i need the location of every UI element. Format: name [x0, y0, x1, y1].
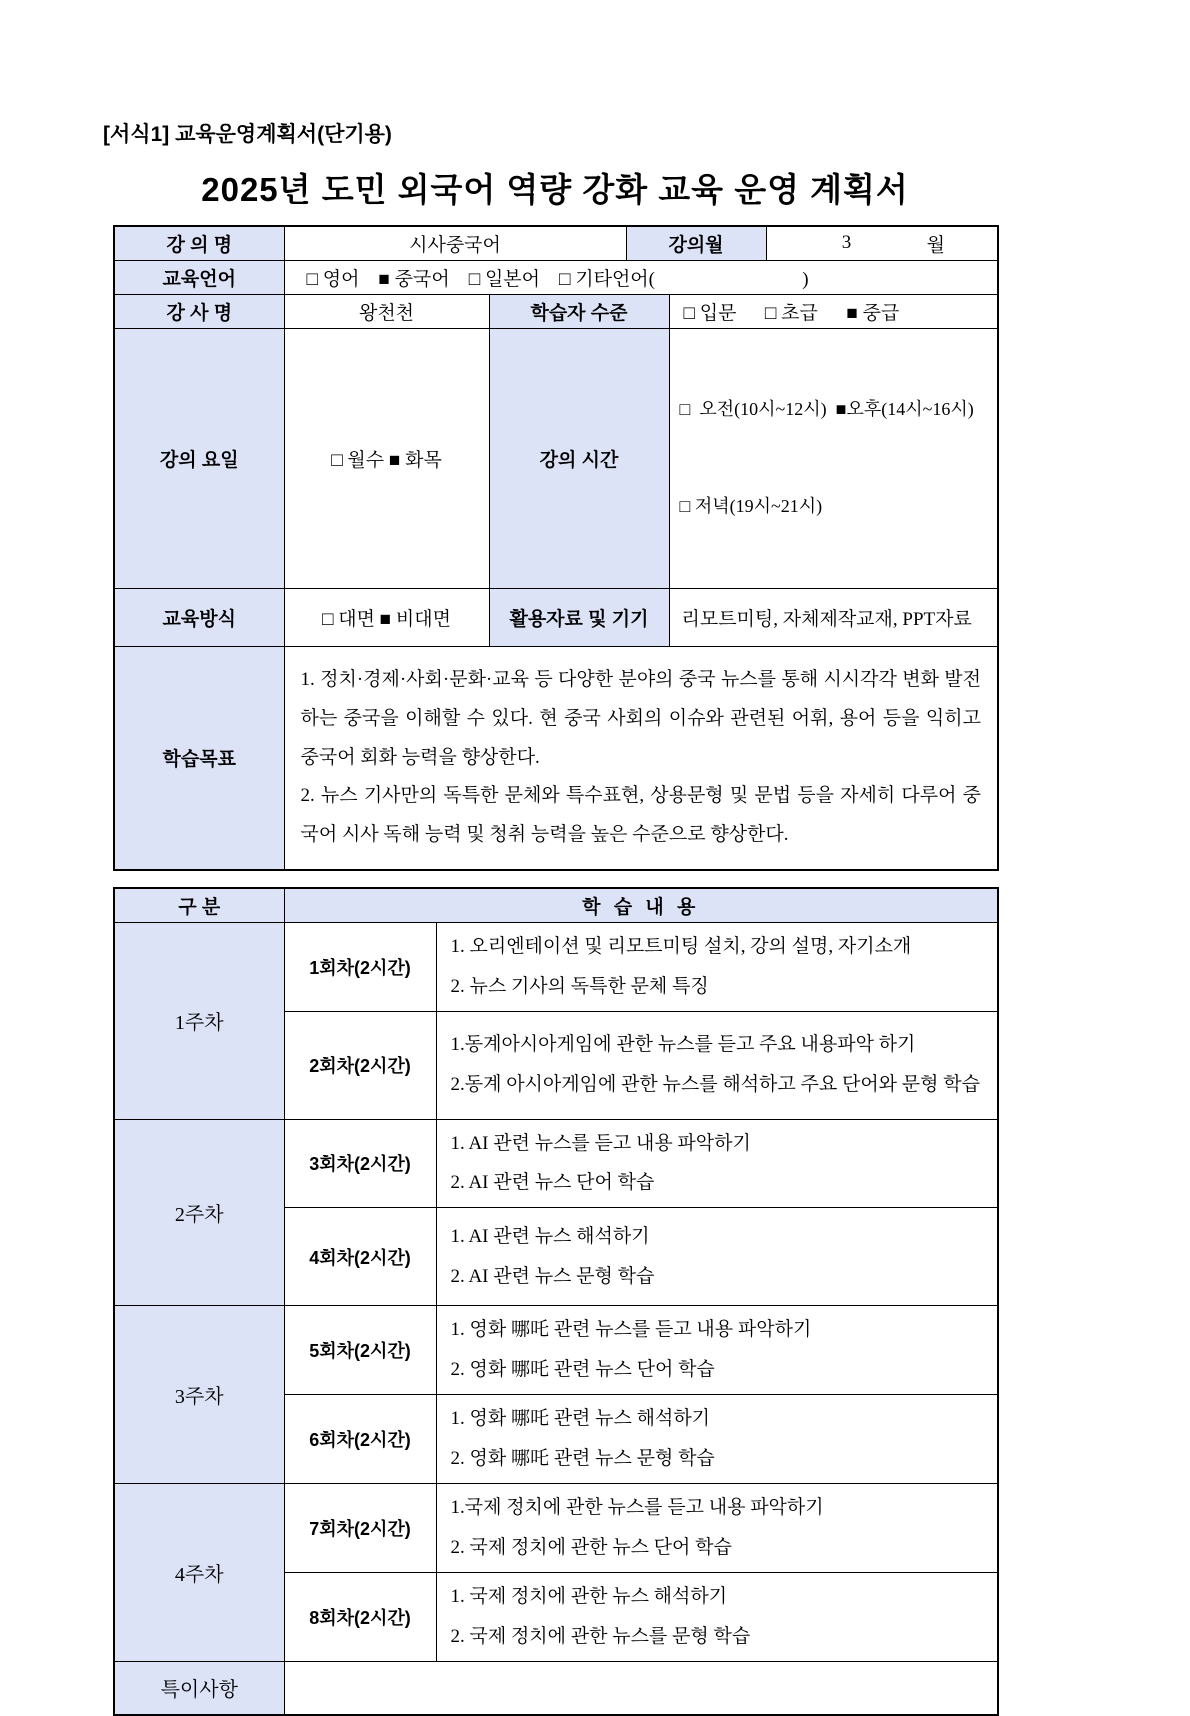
table-gap [113, 871, 997, 887]
course-name-label: 강 의 명 [114, 226, 284, 260]
session-6-line-1: 1. 영화 哪吒 관련 뉴스 해석하기 [450, 1408, 711, 1430]
session-3-line-2: 2. AI 관련 뉴스 단어 학습 [450, 1172, 655, 1194]
time-options [669, 328, 998, 588]
instructor-name: 왕천천 [284, 294, 489, 328]
course-month-cell [766, 226, 998, 260]
language-options: □ 영어 ■ 중국어 □ 일본어 □ 기타언어( ) [284, 260, 998, 294]
schedule-header-category: 구 분 [114, 888, 284, 922]
row-language [114, 260, 998, 294]
session-7-line-2: 2. 국제 정치에 관한 뉴스 단어 학습 [450, 1536, 732, 1558]
time-line-1: □ 오전(10시~12시) ■오후(14시~16시) [679, 399, 974, 420]
session-4-line-2: 2. AI 관련 뉴스 문형 학습 [450, 1265, 655, 1287]
row-method-materials [114, 588, 998, 646]
session-3-line-1: 1. AI 관련 뉴스를 듣고 내용 파악하기 [450, 1132, 751, 1154]
schedule-header-content: 학 습 내 용 [284, 888, 998, 922]
days-label: 강의 요일 [114, 328, 284, 588]
session-6-content [436, 1395, 998, 1484]
session-2-line-2: 2.동계 아시아게임에 관한 뉴스를 해석하고 주요 단어와 문형 학습 [450, 1074, 980, 1096]
session-7-content [436, 1483, 998, 1572]
session-6-line-2: 2. 영화 哪吒 관련 뉴스 문형 학습 [450, 1448, 715, 1470]
session-1-content [436, 922, 998, 1011]
session-8-title: 8회차(2시간) [284, 1572, 436, 1661]
goal-paragraph-1: 1. 정치·경제·사회·문화·교육 등 다양한 분야의 중국 뉴스를 통해 시시각각 변화 발전하는 중국을 이해할 수 있다. 현 중국 사회의 이슈와 관련된 어휘, 용어 등을 익히고 중국어 회화 능력을 향상한다. [300, 668, 981, 768]
week-4-label: 4주차 [114, 1483, 284, 1661]
instructor-label: 강 사 명 [114, 294, 284, 328]
table-row [114, 1119, 998, 1208]
language-label: 교육언어 [114, 260, 284, 294]
week-2-label: 2주차 [114, 1119, 284, 1306]
form-tag: [서식1] 교육운영계획서(단기용) [103, 123, 392, 146]
schedule-table [113, 887, 999, 1716]
session-6-title: 6회차(2시간) [284, 1395, 436, 1484]
session-8-content [436, 1572, 998, 1661]
row-course-name [114, 226, 998, 260]
goal-paragraph-2: 2. 뉴스 기사만의 독특한 문체와 특수표현, 상용문형 및 문법 등을 자세히 다루어 중국어 시사 독해 능력 및 청취 능력을 높은 수준으로 향상한다. [300, 785, 981, 846]
notes-value [284, 1661, 998, 1715]
row-notes [114, 1661, 998, 1715]
row-days-time [114, 328, 998, 588]
session-5-content [436, 1306, 998, 1395]
session-8-line-2: 2. 국제 정치에 관한 뉴스를 문형 학습 [450, 1625, 751, 1647]
time-line-2: □ 저녁(19시~21시) [679, 496, 823, 517]
session-8-line-1: 1. 국제 정치에 관한 뉴스 해석하기 [450, 1585, 728, 1607]
time-label: 강의 시간 [489, 328, 669, 588]
method-label: 교육방식 [114, 588, 284, 646]
course-month-unit: 월 [926, 234, 945, 256]
row-goals [114, 646, 998, 870]
session-5-title: 5회차(2시간) [284, 1306, 436, 1395]
document-page [103, 118, 997, 1716]
table-row [114, 1483, 998, 1572]
schedule-header-row [114, 888, 998, 922]
session-3-title: 3회차(2시간) [284, 1119, 436, 1208]
course-info-table [113, 225, 999, 871]
session-1-line-2: 2. 뉴스 기사의 독특한 문체 특징 [450, 975, 709, 997]
session-1-line-1: 1. 오리엔테이션 및 리모트미팅 설치, 강의 설명, 자기소개 [450, 935, 912, 957]
goal-label: 학습목표 [114, 646, 284, 870]
session-4-title: 4회차(2시간) [284, 1208, 436, 1306]
session-2-content [436, 1011, 998, 1119]
course-month-label: 강의월 [626, 226, 766, 260]
session-2-title: 2회차(2시간) [284, 1011, 436, 1119]
session-4-line-1: 1. AI 관련 뉴스 해석하기 [450, 1225, 650, 1247]
notes-label: 특이사항 [114, 1661, 284, 1715]
session-7-title: 7회차(2시간) [284, 1483, 436, 1572]
session-5-line-2: 2. 영화 哪吒 관련 뉴스 단어 학습 [450, 1359, 715, 1381]
level-label: 학습자 수준 [489, 294, 669, 328]
materials-label: 활용자료 및 기기 [489, 588, 669, 646]
level-options: □ 입문 □ 초급 ■ 중급 [669, 294, 998, 328]
method-options: □ 대면 ■ 비대면 [284, 588, 489, 646]
session-7-line-1: 1.국제 정치에 관한 뉴스를 듣고 내용 파악하기 [450, 1496, 824, 1518]
document-title: 2025년 도민 외국어 역량 강화 교육 운영 계획서 [201, 171, 909, 208]
table-row [114, 922, 998, 1011]
week-3-label: 3주차 [114, 1306, 284, 1484]
session-3-content [436, 1119, 998, 1208]
session-4-content [436, 1208, 998, 1306]
days-options: □ 월수 ■ 화목 [284, 328, 489, 588]
row-instructor [114, 294, 998, 328]
course-name-value: 시사중국어 [284, 226, 626, 260]
materials-value: 리모트미팅, 자체제작교재, PPT자료 [669, 588, 998, 646]
session-5-line-1: 1. 영화 哪吒 관련 뉴스를 듣고 내용 파악하기 [450, 1319, 812, 1341]
week-1-label: 1주차 [114, 922, 284, 1119]
goal-cell [284, 646, 998, 870]
session-1-title: 1회차(2시간) [284, 922, 436, 1011]
table-row [114, 1306, 998, 1395]
course-month-value: 3 [841, 232, 852, 254]
session-2-line-1: 1.동계아시아게임에 관한 뉴스를 듣고 주요 내용파악 하기 [450, 1034, 916, 1056]
